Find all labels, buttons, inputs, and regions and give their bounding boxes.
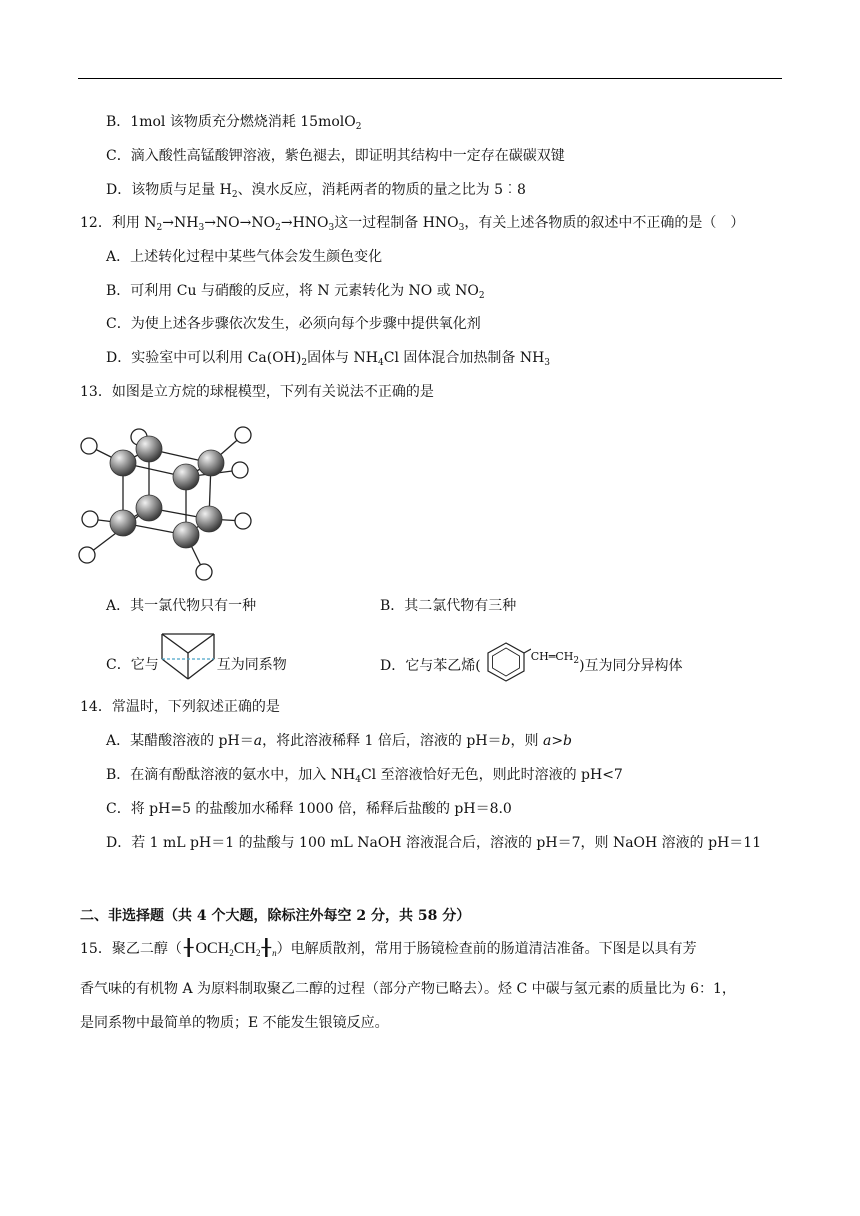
q13-option-a: A．其一氯代物只有一种	[106, 598, 257, 614]
polyethylene-glycol-formula: ╂ $OCH_2CH_2╂_n$	[183, 940, 277, 958]
q15-line-1: 15．聚乙二醇（ ╂ $OCH_2CH_2╂_n$）电解质散剂，常用于肠镜检查前的肠道清洁准备。下图是以具有芳	[80, 940, 697, 958]
header-rule	[78, 78, 782, 79]
q11-option-d: D．该物质与足量 $H_2$、溴水反应，消耗两者的物质的量之比为 5︰8	[106, 182, 526, 200]
section-heading: 二、非选择题（共 4 个大题，除标注外每空 2 分，共 58 分）	[80, 908, 471, 924]
q12-option-b: B．可利用 Cu 与硝酸的反应，将 N 元素转化为 NO 或 $NO_2$	[106, 283, 485, 301]
q14-option-b: B．在滴有酚酞溶液的氨水中，加入 $NH_4Cl$ 至溶液恰好无色，则此时溶液的 pH<7	[106, 767, 623, 785]
q12-option-c: C．为使上述各步骤依次发生，必须向每个步骤中提供氧化剂	[106, 316, 481, 332]
prism-structure-diagram	[159, 631, 217, 683]
q14-option-d: D．若 1 mL pH＝1 的盐酸与 100 mL NaOH 溶液混合后，溶液的 pH＝7，则 NaOH 溶液的 pH＝11	[106, 835, 762, 851]
styrene-structure-diagram	[481, 640, 531, 682]
q11-option-c: C．滴入酸性高锰酸钾溶液，紫色褪去，即证明其结构中一定存在碳碳双键	[106, 148, 565, 164]
q15-line-3: 是同系物中最简单的物质；E 不能发生银镜反应。	[80, 1015, 389, 1031]
q13-option-c: C．它与 互为同系物	[106, 647, 287, 683]
q12-option-d: D．实验室中可以利用 $Ca(OH)_2$固体与 $NH_4Cl$ 固体混合加热制备 $NH_3$	[106, 350, 551, 368]
q14-option-a: A．某醋酸溶液的 pH＝a，将此溶液稀释 1 倍后，溶液的 pH＝b，则 a>b	[106, 733, 573, 749]
q15-line-2: 香气味的有机物 A 为原料制取聚乙二醇的过程（部分产物已略去）。烃 C 中碳与氢元素的质量比为 6：1，	[80, 981, 736, 997]
q11-option-b: B．1mol 该物质充分燃烧消耗 15molO$_2$	[106, 114, 362, 132]
q12-stem: 12．利用 $N_2\to NH_3\to NO\to NO_2\to HNO_3$这一过程制备 $HNO_3$，有关上述各物质的叙述中不正确的是（ ）	[80, 215, 745, 233]
styrene-vinyl-group: CH═CH2	[530, 650, 580, 666]
q13-option-d: D．它与苯乙烯($^{CH═CH_2}$)互为同分异构体	[380, 647, 683, 682]
q12-option-a: A．上述转化过程中某些气体会发生颜色变化	[106, 249, 383, 265]
q13-option-b: B．其二氯代物有三种	[380, 598, 517, 614]
q14-stem: 14．常温时，下列叙述正确的是	[80, 699, 280, 715]
cubane-ball-stick-model	[76, 422, 266, 588]
q14-option-c: C．将 pH=5 的盐酸加水稀释 1000 倍，稀释后盐酸的 pH＝8.0	[106, 801, 512, 817]
q13-stem: 13．如图是立方烷的球棍模型，下列有关说法不正确的是	[80, 384, 434, 400]
